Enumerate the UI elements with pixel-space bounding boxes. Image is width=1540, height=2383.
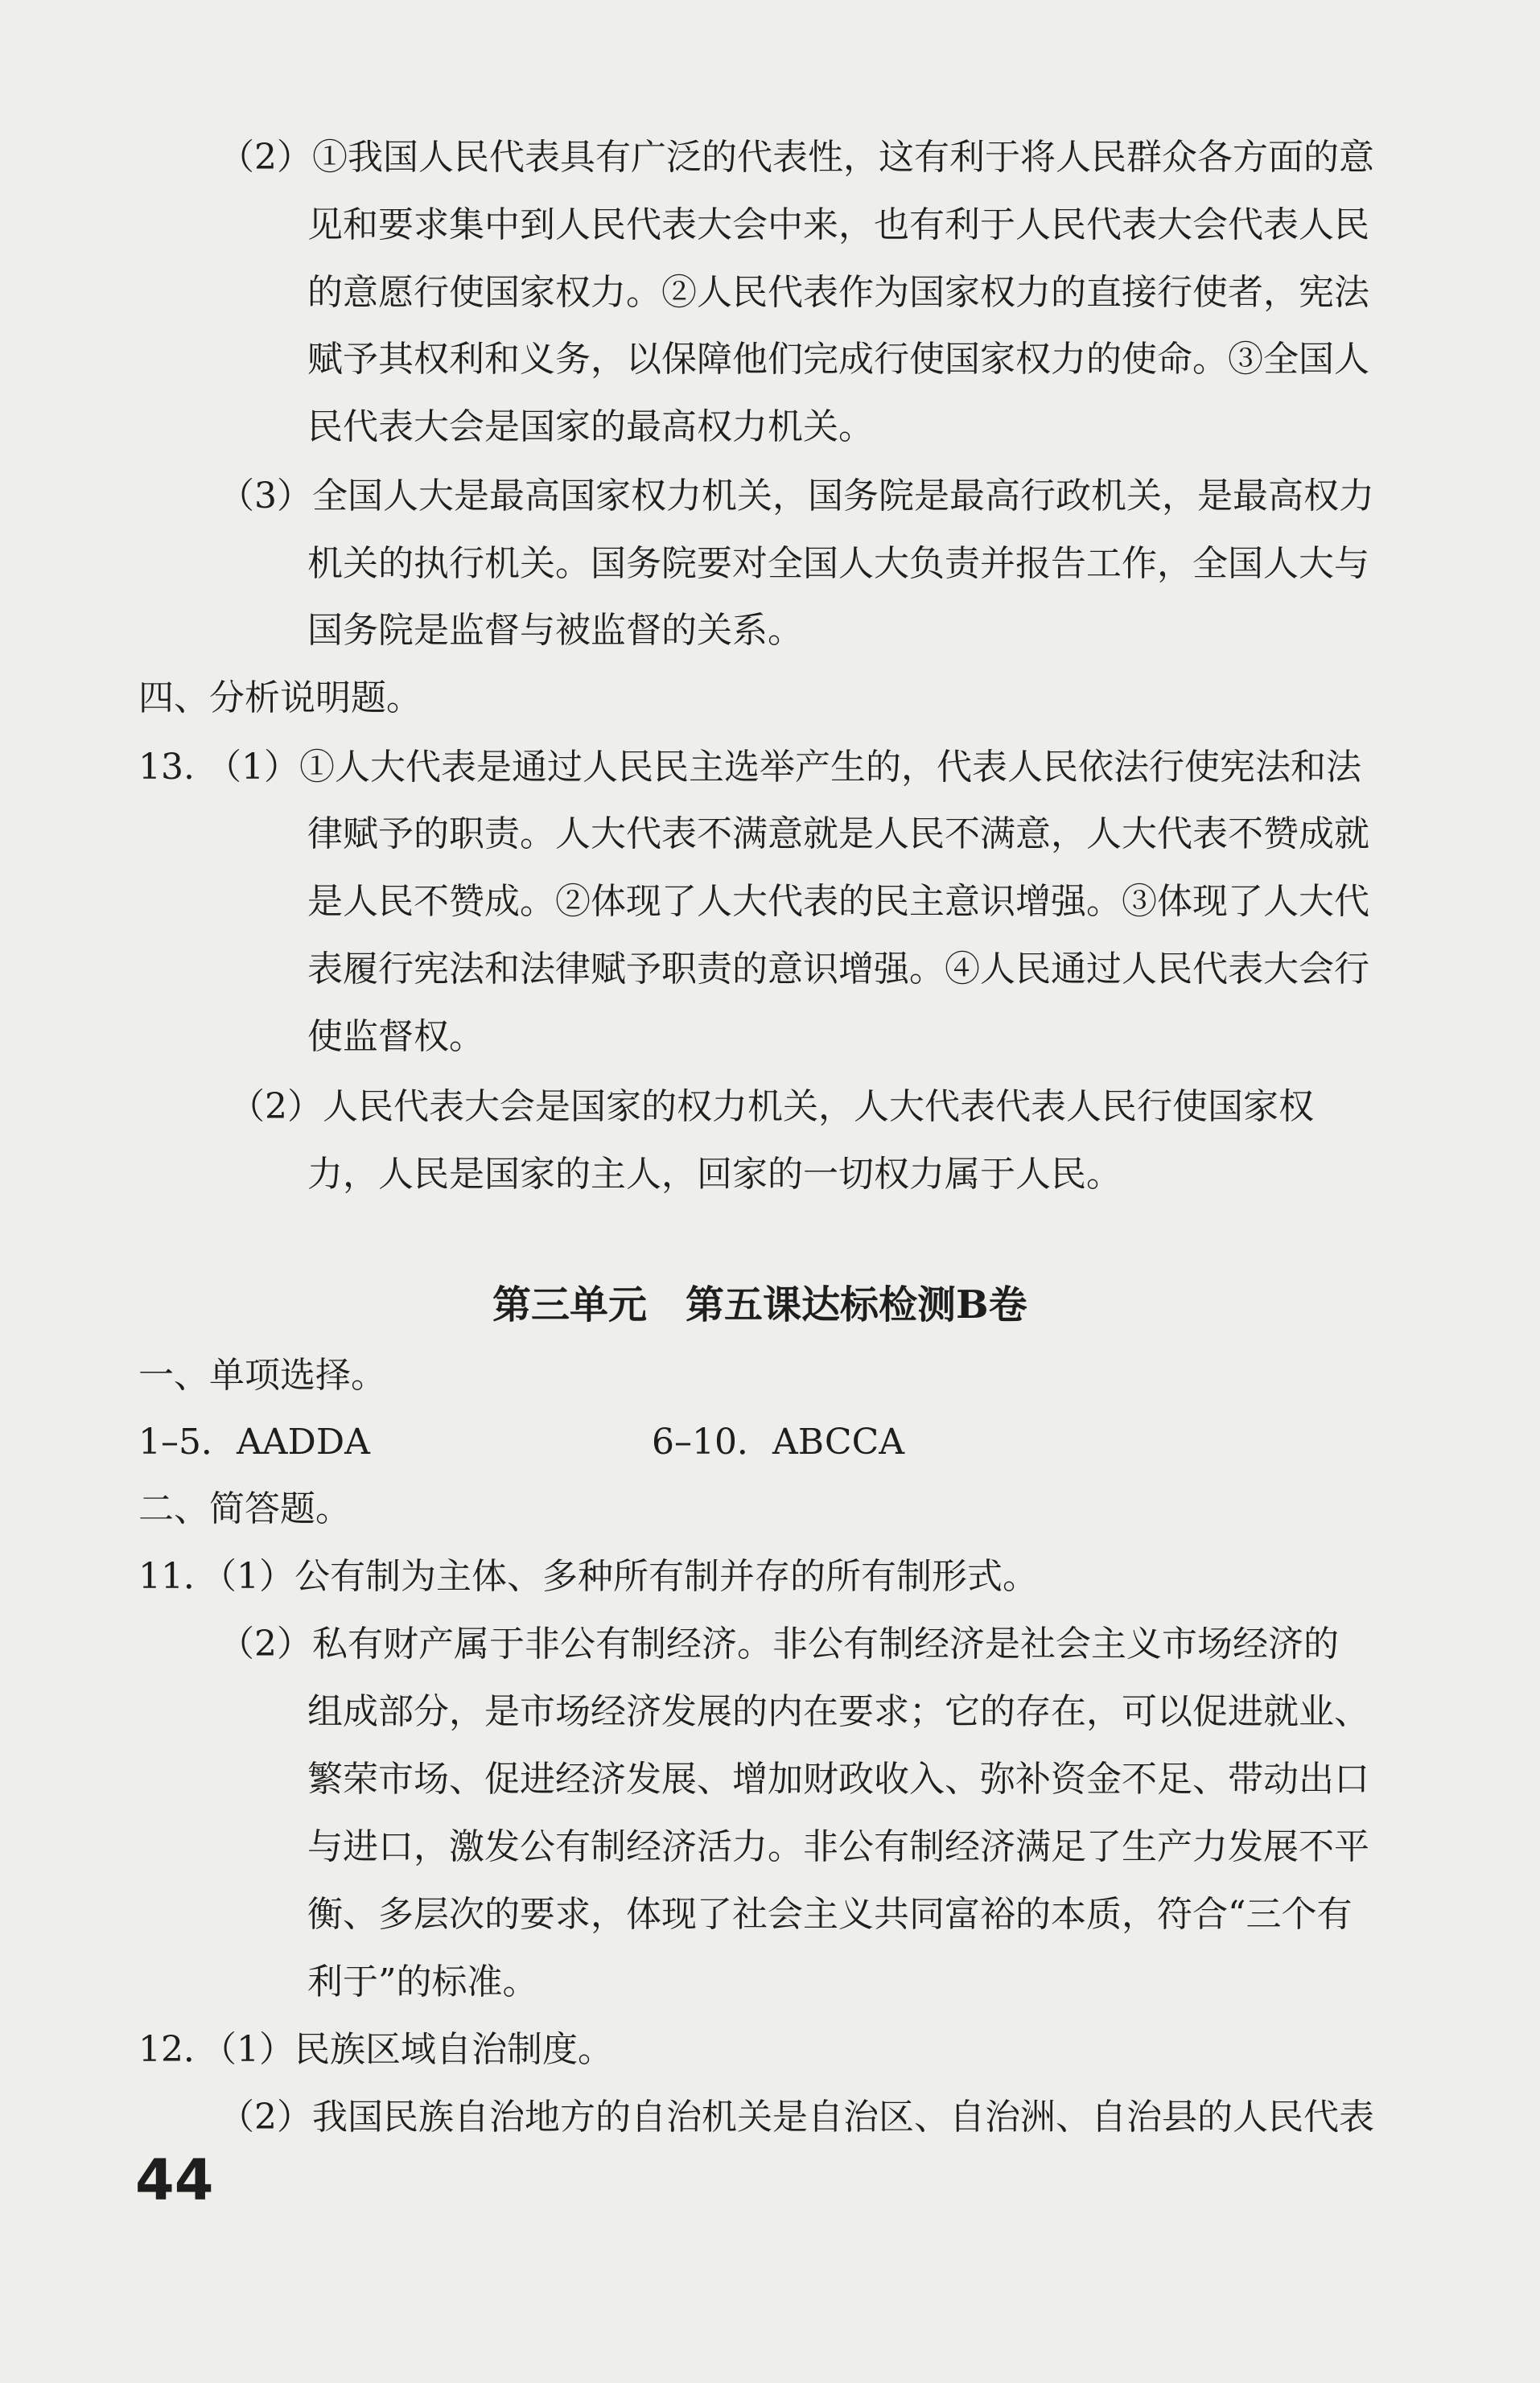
q-12-2-line-1: （2）我国民族自治地方的自治机关是自治区、自治洲、自治县的人民代表: [219, 2097, 1374, 2138]
q-11-1: 11．（1）公有制为主体、多种所有制并存的所有制形式。: [138, 1556, 1038, 1597]
part-4-heading: 四、分析说明题。: [138, 677, 422, 718]
q-2-line-1: （2）①我国人民代表具有广泛的代表性，这有利于将人民群众各方面的意: [219, 137, 1374, 178]
q-13-1-line-4: 表履行宪法和法律赋予职责的意识增强。④人民通过人民代表大会行: [307, 949, 1369, 990]
q-2-line-4: 赋予其权利和义务，以保障他们完成行使国家权力的使命。③全国人: [307, 339, 1369, 380]
q-11-2-line-6: 利于”的标准。: [307, 1961, 538, 2002]
q-11-2-line-1: （2）私有财产属于非公有制经济。非公有制经济是社会主义市场经济的: [219, 1624, 1339, 1665]
part-1-heading: 一、单项选择。: [138, 1355, 386, 1396]
q-3-line-3: 国务院是监督与被监督的关系。: [307, 610, 803, 651]
q-11-2-line-2: 组成部分，是市场经济发展的内在要求；它的存在，可以促进就业、: [307, 1691, 1369, 1732]
q-2-line-5: 民代表大会是国家的最高权力机关。: [307, 406, 874, 447]
part-2-heading: 二、简答题。: [138, 1488, 351, 1529]
q-13-1-line-1: 13. （1）①人大代表是通过人民民主选举产生的，代表人民依法行使宪法和法: [138, 747, 1361, 788]
q-3-line-1: （3）全国人大是最高国家权力机关，国务院是最高行政机关，是最高权力: [219, 475, 1374, 517]
q-13-1-line-5: 使监督权。: [307, 1016, 484, 1057]
q-2-line-2: 见和要求集中到人民代表大会中来，也有利于人民代表大会代表人民: [307, 204, 1369, 245]
q-13-1-line-3: 是人民不赞成。②体现了人大代表的民主意识增强。③体现了人大代: [307, 881, 1369, 922]
q-11-2-line-3: 繁荣市场、促进经济发展、增加财政收入、弥补资金不足、带动出口: [307, 1759, 1369, 1800]
q-2-line-3: 的意愿行使国家权力。②人民代表作为国家权力的直接行使者，宪法: [307, 272, 1369, 313]
answers-6-10: 6–10．ABCCA: [652, 1422, 905, 1463]
q-13-2-line-1: （2）人民代表大会是国家的权力机关，人大代表代表人民行使国家权: [229, 1086, 1314, 1127]
q-3-line-2: 机关的执行机关。国务院要对全国人大负责并报告工作，全国人大与: [307, 543, 1369, 584]
q-11-2-line-5: 衡、多层次的要求，体现了社会主义共同富裕的本质，符合“三个有: [307, 1894, 1353, 1935]
q-13-2-line-2: 力，人民是国家的主人，回家的一切权力属于人民。: [307, 1154, 1122, 1195]
page-number: 44: [135, 2147, 214, 2213]
q-12-1: 12．（1）民族区域自治制度。: [138, 2029, 613, 2070]
answers-1-5: 1–5．AADDA: [138, 1422, 370, 1463]
q-11-2-line-4: 与进口，激发公有制经济活力。非公有制经济满足了生产力发展不平: [307, 1826, 1369, 1867]
q-13-1-line-2: 律赋予的职责。人大代表不满意就是人民不满意，人大代表不赞成就: [307, 813, 1369, 854]
section-title: 第三单元 第五课达标检测B卷: [492, 1282, 1027, 1327]
